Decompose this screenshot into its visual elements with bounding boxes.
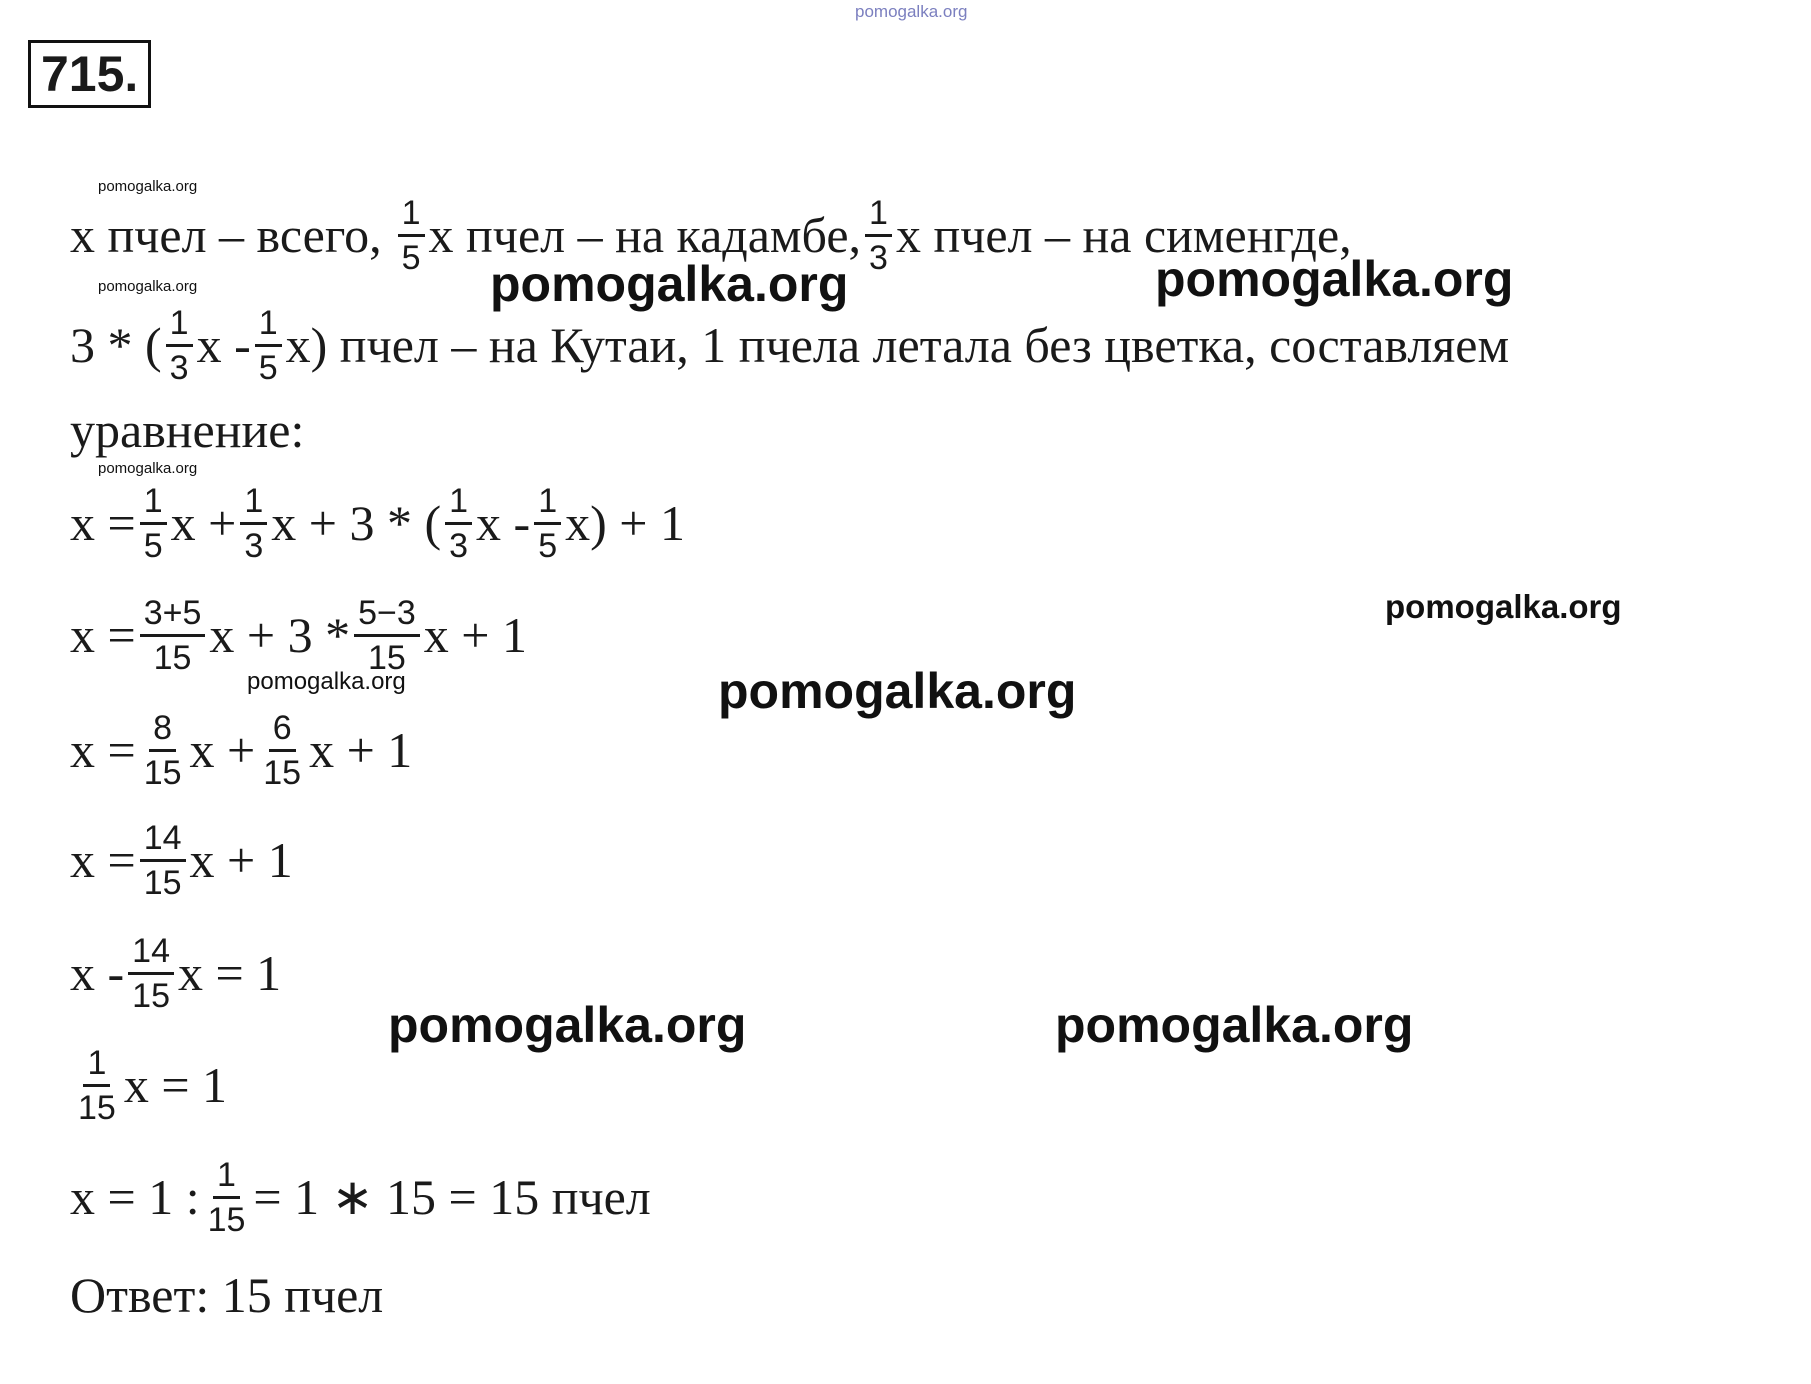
numerator: 14 xyxy=(128,932,174,975)
numerator: 1 xyxy=(534,482,561,525)
numerator: 1 xyxy=(255,304,282,347)
text: x = 1 xyxy=(123,1057,228,1113)
answer-text: Ответ: 15 пчел xyxy=(70,1267,384,1323)
problem-number: 715. xyxy=(28,40,151,108)
fraction xyxy=(259,709,305,792)
text: x пчел – на сименгде, xyxy=(895,207,1352,263)
denominator: 15 xyxy=(263,753,302,792)
text: x + xyxy=(170,495,237,551)
denominator: 15 xyxy=(207,1200,246,1239)
numerator: 1 xyxy=(398,194,425,237)
denominator: 5 xyxy=(538,526,558,565)
numerator: 3+5 xyxy=(140,594,206,637)
fraction xyxy=(255,304,282,387)
numerator: 1 xyxy=(865,194,892,237)
text: x + xyxy=(189,722,256,778)
watermark: pomogalka.org xyxy=(98,460,198,477)
fraction xyxy=(204,1156,250,1239)
numerator: 14 xyxy=(140,819,186,862)
line-8 xyxy=(70,928,281,1018)
fraction xyxy=(534,482,561,565)
numerator: 1 xyxy=(140,482,167,525)
watermark: pomogalka.org xyxy=(1385,588,1622,625)
watermark: pomogalka.org xyxy=(388,997,747,1053)
line-4 xyxy=(70,478,685,568)
denominator: 5 xyxy=(258,348,278,387)
denominator: 5 xyxy=(401,238,421,277)
text: x - xyxy=(196,317,251,373)
fraction xyxy=(166,304,193,387)
denominator: 3 xyxy=(449,526,469,565)
fraction xyxy=(445,482,472,565)
denominator: 5 xyxy=(143,526,163,565)
fraction xyxy=(128,932,174,1015)
text: 3 * ( xyxy=(70,317,162,373)
numerator: 1 xyxy=(240,482,267,525)
fraction xyxy=(354,594,420,677)
text: x) + 1 xyxy=(565,495,685,551)
line-9 xyxy=(70,1040,227,1130)
text: x = 1 xyxy=(177,945,282,1001)
denominator: 3 xyxy=(244,526,264,565)
denominator: 3 xyxy=(169,348,189,387)
text: x + 1 xyxy=(189,832,293,888)
line-5 xyxy=(70,590,527,680)
line-3 xyxy=(70,385,304,475)
denominator: 15 xyxy=(78,1088,116,1127)
text: = 1 ∗ 15 = 15 пчел xyxy=(253,1169,651,1225)
watermark: pomogalka.org xyxy=(247,668,406,695)
text: x + 3 * xyxy=(209,607,351,663)
text: x - xyxy=(70,945,125,1001)
fraction xyxy=(74,1044,120,1127)
watermark: pomogalka.org xyxy=(98,278,198,295)
text: x = xyxy=(70,722,136,778)
watermark: pomogalka.org xyxy=(1055,997,1414,1053)
answer-line xyxy=(70,1250,383,1340)
text: x пчел – на кадамбе, xyxy=(428,207,862,263)
text: x = xyxy=(70,832,136,888)
fraction xyxy=(398,194,425,277)
watermark: pomogalka.org xyxy=(718,663,1077,719)
text: x = 1 : xyxy=(70,1169,200,1225)
text: x + 1 xyxy=(423,607,527,663)
text: x + 3 * ( xyxy=(271,495,442,551)
numerator: 5−3 xyxy=(354,594,420,637)
watermark: pomogalka.org xyxy=(1155,251,1514,307)
text: x) пчел – на Кутаи, 1 пчела летала без цветка, составляем xyxy=(285,317,1510,373)
fraction xyxy=(865,194,892,277)
denominator: 15 xyxy=(153,638,192,677)
numerator: 1 xyxy=(166,304,193,347)
text: x пчел – всего, xyxy=(70,207,382,263)
numerator: 1 xyxy=(83,1044,110,1087)
denominator: 15 xyxy=(368,638,406,677)
site-watermark-top: pomogalka.org xyxy=(855,2,968,21)
denominator: 3 xyxy=(869,238,888,277)
line-6 xyxy=(70,705,412,795)
text: x = xyxy=(70,495,136,551)
fraction xyxy=(140,482,167,565)
text: уравнение: xyxy=(70,402,305,458)
fraction xyxy=(140,709,186,792)
text: x + 1 xyxy=(309,722,413,778)
fraction xyxy=(140,819,186,902)
watermark: pomogalka.org xyxy=(490,256,849,312)
line-10 xyxy=(70,1152,651,1242)
numerator: 1 xyxy=(445,482,472,525)
numerator: 8 xyxy=(149,709,176,752)
numerator: 6 xyxy=(269,709,296,752)
text: x - xyxy=(476,495,531,551)
line-7 xyxy=(70,815,293,905)
line-1 xyxy=(70,190,1352,280)
denominator: 15 xyxy=(143,863,182,902)
fraction xyxy=(140,594,206,677)
watermark: pomogalka.org xyxy=(98,178,198,195)
numerator: 1 xyxy=(213,1156,240,1199)
denominator: 15 xyxy=(132,976,170,1015)
denominator: 15 xyxy=(143,753,182,792)
fraction xyxy=(240,482,267,565)
text: x = xyxy=(70,607,136,663)
line-2 xyxy=(70,300,1509,390)
